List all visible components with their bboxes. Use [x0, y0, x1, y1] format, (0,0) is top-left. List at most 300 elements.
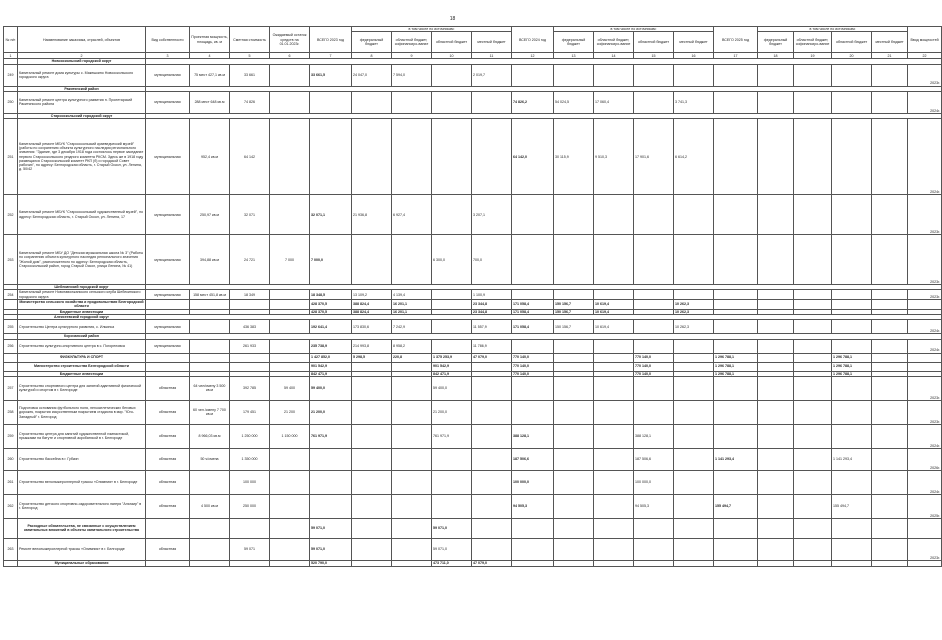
- amount-cell: [512, 538, 554, 560]
- amount-cell: [634, 518, 674, 538]
- table-row: [4, 538, 942, 560]
- amount-cell: [634, 64, 674, 86]
- amount-cell: [714, 339, 758, 353]
- amount-cell: [758, 300, 794, 310]
- amount-cell: 5 298,5: [352, 353, 392, 362]
- amount-cell: 1 100,9: [472, 290, 512, 300]
- object-name: Капитальный ремонт дома культуры с. Макешкино Новооскольского городского округа: [18, 64, 146, 86]
- amount-cell: [634, 195, 674, 235]
- src-regional: областной бюджет: [832, 32, 872, 53]
- column-number: 17: [714, 53, 758, 59]
- amount-cell: [758, 353, 794, 362]
- amount-cell: [472, 362, 512, 371]
- cell-empty: [230, 353, 270, 362]
- src-federal: федеральный бюджет: [554, 32, 594, 53]
- amount-cell: [432, 64, 472, 86]
- amount-cell: [352, 470, 392, 494]
- amount-cell: 4 139,4: [392, 290, 432, 300]
- amount-cell: 770 140,0: [634, 353, 674, 362]
- commission-year: 2024г.: [908, 91, 942, 113]
- amount-cell: [872, 470, 908, 494]
- amount-cell: [872, 538, 908, 560]
- object-name: Капитальный ремонт МБУК "Старооскольский художественный музей", по адресу: Белгородская область, г. Старый Оскол, ул. Ленина, 17: [18, 195, 146, 235]
- cell-empty: [908, 362, 942, 371]
- amount-cell: [352, 362, 392, 371]
- amount-cell: [432, 195, 472, 235]
- column-number: 12: [512, 53, 554, 59]
- amount-cell: 11 557,9: [472, 320, 512, 334]
- group-2023: в том числе по источникам:: [352, 27, 512, 32]
- column-number: 9: [392, 53, 432, 59]
- cell-empty: [270, 353, 310, 362]
- amount-cell: 10 262,3: [674, 300, 714, 310]
- row-number: 249: [4, 64, 18, 86]
- amount-cell: [794, 448, 832, 470]
- amount-cell: 17 060,4: [594, 91, 634, 113]
- amount-cell: [674, 235, 714, 285]
- col-total-2024: ВСЕГО 2024 год: [512, 27, 554, 53]
- amount-cell: [674, 400, 714, 424]
- src-federal: федеральный бюджет: [352, 32, 392, 53]
- amount-cell: [512, 400, 554, 424]
- amount-cell: 10 619,4: [594, 300, 634, 310]
- amount-cell: [554, 235, 594, 285]
- row-number: 262: [4, 494, 18, 518]
- estimated-cost: 33 661: [230, 64, 270, 86]
- amount-cell: [634, 91, 674, 113]
- subtotal-title: Бюджетные инвестиции: [18, 309, 146, 314]
- amount-cell: 1 296 788,1: [832, 362, 872, 371]
- amount-cell: 1 427 852,0: [310, 353, 352, 362]
- table-body: [4, 59, 942, 567]
- amount-cell: [432, 320, 472, 334]
- amount-cell: 59 071,0: [310, 518, 352, 538]
- amount-cell: [594, 424, 634, 448]
- amount-cell: [794, 290, 832, 300]
- column-number: 6: [270, 53, 310, 59]
- amount-cell: [758, 424, 794, 448]
- amount-cell: [794, 64, 832, 86]
- amount-cell: [714, 424, 758, 448]
- amount-cell: [872, 195, 908, 235]
- commission-year: 2024г.: [908, 119, 942, 195]
- object-name: Капитальный ремонт центра культурного развития п. Пролетарский Ракитянского района: [18, 91, 146, 113]
- amount-cell: 59 400,0: [310, 376, 352, 400]
- row-number: 261: [4, 470, 18, 494]
- amount-cell: [472, 91, 512, 113]
- src-regional-cofin: областной бюджет, софинансиро-вание: [794, 32, 832, 53]
- amount-cell: [512, 195, 554, 235]
- capacity: [190, 470, 230, 494]
- amount-cell: [794, 518, 832, 538]
- amount-cell: 1 141 293,4: [714, 448, 758, 470]
- column-number: 22: [908, 53, 942, 59]
- commission-year: 2024г.: [908, 339, 942, 353]
- amount-cell: [832, 376, 872, 400]
- amount-cell: [432, 339, 472, 353]
- investment-table: [3, 26, 942, 567]
- amount-cell: [432, 300, 472, 310]
- amount-cell: [714, 300, 758, 310]
- amount-cell: [872, 560, 908, 566]
- capacity: [190, 320, 230, 334]
- remainder: 21 200: [270, 400, 310, 424]
- object-name: Строительство бассейна в г. Губкин: [18, 448, 146, 470]
- amount-cell: [352, 91, 392, 113]
- amount-cell: [794, 91, 832, 113]
- amount-cell: [674, 362, 714, 371]
- amount-cell: [714, 91, 758, 113]
- amount-cell: [634, 538, 674, 560]
- remainder: [270, 538, 310, 560]
- table-row: [4, 448, 942, 470]
- amount-cell: [872, 290, 908, 300]
- object-name: Строительство велолыжероллерной трассы «Олимпия» в г. Белгороде: [18, 470, 146, 494]
- cell-empty: [908, 300, 942, 310]
- amount-cell: [794, 538, 832, 560]
- row-number: 259: [4, 424, 18, 448]
- section-title: Старооскольский городской округ: [18, 113, 146, 118]
- amount-cell: 520 790,0: [310, 560, 352, 566]
- amount-cell: [832, 119, 872, 195]
- amount-cell: 171 058,4: [512, 309, 554, 314]
- amount-cell: [758, 64, 794, 86]
- amount-cell: [594, 560, 634, 566]
- table-row: [4, 290, 942, 300]
- amount-cell: [674, 518, 714, 538]
- subtotal-title: Муниципальные образования: [18, 560, 146, 566]
- cell-empty: [190, 362, 230, 371]
- commission-year: 2023г.: [908, 64, 942, 86]
- amount-cell: 761 971,9: [432, 424, 472, 448]
- amount-cell: [392, 424, 432, 448]
- amount-cell: [594, 64, 634, 86]
- cell-empty: [146, 353, 190, 362]
- amount-cell: [594, 290, 634, 300]
- amount-cell: [758, 400, 794, 424]
- row-number: 250: [4, 91, 18, 113]
- amount-cell: [832, 470, 872, 494]
- subtotal-title: Министерство строительства Белгородской области: [18, 362, 146, 371]
- amount-cell: 901 542,9: [432, 362, 472, 371]
- col-cost: Сметная стоимость: [230, 27, 270, 53]
- table-header: [4, 27, 942, 59]
- remainder: 1 150 000: [270, 424, 310, 448]
- amount-cell: [594, 400, 634, 424]
- cell-empty: [4, 362, 18, 371]
- row-number: 253: [4, 235, 18, 285]
- amount-cell: [674, 424, 714, 448]
- amount-cell: 23 344,8: [472, 300, 512, 310]
- commission-year: 2023г.: [908, 376, 942, 400]
- amount-cell: 1 296 788,1: [714, 371, 758, 376]
- ownership: муниципальная: [146, 290, 190, 300]
- amount-cell: [714, 235, 758, 285]
- amount-cell: [512, 235, 554, 285]
- amount-cell: [472, 538, 512, 560]
- amount-cell: 30 115,9: [554, 119, 594, 195]
- subtotal-title: Расходные обязательства, не связанные с осуществлением капитальных вложений в объекты капитального строительства: [18, 518, 146, 538]
- commission-year: 2023г.: [908, 235, 942, 285]
- cell-empty: [270, 518, 310, 538]
- amount-cell: 187 506,6: [512, 448, 554, 470]
- cell-empty: [908, 353, 942, 362]
- object-name: Капитальный ремонт МБУ ДО "Детская музыкальная школа № 3" (Работы по сохранению объекта культурного наследия регионального значения "Жилой дом", расположенного по адресу: Белгородская область, Старооскольский район, город Старый Оскол, улица Ленина, № 41): [18, 235, 146, 285]
- amount-cell: 842 471,9: [432, 371, 472, 376]
- ownership: муниципальная: [146, 64, 190, 86]
- amount-cell: 32 071,1: [310, 195, 352, 235]
- group-2024: в том числе по источникам:: [554, 27, 714, 32]
- cell-empty: [270, 362, 310, 371]
- amount-cell: 388 824,4: [352, 300, 392, 310]
- amount-cell: 8 958,2: [392, 339, 432, 353]
- amount-cell: [352, 448, 392, 470]
- amount-cell: [554, 424, 594, 448]
- column-number: 16: [674, 53, 714, 59]
- estimated-cost: 74 826: [230, 91, 270, 113]
- column-number: 2: [18, 53, 146, 59]
- amount-cell: [674, 195, 714, 235]
- estimated-cost: 64 142: [230, 119, 270, 195]
- amount-cell: [872, 362, 908, 371]
- amount-cell: [714, 320, 758, 334]
- amount-cell: [310, 470, 352, 494]
- amount-cell: 770 140,0: [512, 371, 554, 376]
- amount-cell: 1 296 788,1: [714, 362, 758, 371]
- capacity: 288 мест 648 кв.м: [190, 91, 230, 113]
- amount-cell: 6 927,4: [392, 195, 432, 235]
- subtotal-row: [4, 362, 942, 371]
- amount-cell: [714, 470, 758, 494]
- amount-cell: 428 370,5: [310, 309, 352, 314]
- col-remainder: Ожидаемый остаток средств на 01.01.2023г.: [270, 27, 310, 53]
- table-row: [4, 235, 942, 285]
- amount-cell: [832, 300, 872, 310]
- amount-cell: 770 140,0: [512, 362, 554, 371]
- amount-cell: 7 242,9: [392, 320, 432, 334]
- remainder: [270, 339, 310, 353]
- amount-cell: 94 505,3: [512, 494, 554, 518]
- amount-cell: [634, 400, 674, 424]
- amount-cell: 171 058,4: [512, 320, 554, 334]
- column-number: 19: [794, 53, 832, 59]
- amount-cell: 7 000,0: [310, 235, 352, 285]
- amount-cell: [432, 470, 472, 494]
- amount-cell: [794, 362, 832, 371]
- amount-cell: 9 510,3: [594, 119, 634, 195]
- amount-cell: 10 619,4: [594, 309, 634, 314]
- amount-cell: 3 207,1: [472, 195, 512, 235]
- capacity: 158 мест 451,8 кв.м: [190, 290, 230, 300]
- amount-cell: [758, 560, 794, 566]
- amount-cell: [554, 400, 594, 424]
- col-owner: Вид собственности: [146, 27, 190, 53]
- amount-cell: 47 079,0: [472, 560, 512, 566]
- amount-cell: [512, 560, 554, 566]
- table-row: [4, 91, 942, 113]
- amount-cell: [832, 91, 872, 113]
- amount-cell: 10 262,3: [674, 309, 714, 314]
- amount-cell: 1 375 253,9: [432, 353, 472, 362]
- ownership: областная: [146, 376, 190, 400]
- amount-cell: [554, 494, 594, 518]
- column-number: 8: [352, 53, 392, 59]
- row-number: 255: [4, 320, 18, 334]
- subtotal-title: Министерство сельского хозяйства и продовольствия Белгородской области: [19, 300, 144, 309]
- amount-cell: 388 128,1: [512, 424, 554, 448]
- amount-cell: [872, 339, 908, 353]
- amount-cell: [794, 320, 832, 334]
- amount-cell: 47 079,0: [472, 353, 512, 362]
- cell-empty: [4, 518, 18, 538]
- object-name: Подготовка основания футбольного поля, легкоатлетических беговых дорожек, покрытия искусственным покрытием стадиона в мкр. "Юго-Западный" г. Белгород: [18, 400, 146, 424]
- amount-cell: [634, 339, 674, 353]
- column-number: 13: [554, 53, 594, 59]
- amount-cell: 59 071,0: [310, 538, 352, 560]
- ownership: областная: [146, 400, 190, 424]
- object-name: Капитальный ремонт Новотаволжанского сельского клуба Шебекинского городского округа: [18, 290, 146, 300]
- amount-cell: [832, 195, 872, 235]
- amount-cell: [758, 494, 794, 518]
- section-title: Алексеевский городской округ: [18, 314, 146, 319]
- column-number: 5: [230, 53, 270, 59]
- amount-cell: [352, 400, 392, 424]
- cell-empty: [230, 560, 270, 566]
- amount-cell: 770 140,0: [634, 371, 674, 376]
- amount-cell: [310, 448, 352, 470]
- remainder: 59 400: [270, 376, 310, 400]
- column-number: 21: [872, 53, 908, 59]
- cell-empty: [908, 560, 942, 566]
- amount-cell: [472, 119, 512, 195]
- amount-cell: [472, 518, 512, 538]
- amount-cell: [714, 195, 758, 235]
- amount-cell: [832, 424, 872, 448]
- estimated-cost: 179 451: [230, 400, 270, 424]
- amount-cell: [432, 91, 472, 113]
- capacity: 250,97 кв.м: [190, 195, 230, 235]
- commission-year: 2023г.: [908, 400, 942, 424]
- cell-empty: [230, 300, 270, 310]
- amount-cell: [432, 119, 472, 195]
- amount-cell: 770 140,0: [634, 362, 674, 371]
- commission-year: 2024г.: [908, 470, 942, 494]
- ownership: муниципальная: [146, 119, 190, 195]
- amount-cell: 6 300,0: [432, 235, 472, 285]
- amount-cell: 901 542,9: [310, 362, 352, 371]
- amount-cell: [674, 64, 714, 86]
- src-regional-cofin: областной бюджет, софинансиро-вание: [594, 32, 634, 53]
- amount-cell: [674, 448, 714, 470]
- commission-year: 2024г.: [908, 320, 942, 334]
- amount-cell: [758, 376, 794, 400]
- ownership: областная: [146, 538, 190, 560]
- amount-cell: 214 993,8: [352, 339, 392, 353]
- cell-empty: [190, 353, 230, 362]
- amount-cell: 1 141 293,4: [832, 448, 872, 470]
- cell-empty: [908, 518, 942, 538]
- column-number: 1: [4, 53, 18, 59]
- amount-cell: 24 047,0: [352, 64, 392, 86]
- cell-empty: [4, 560, 18, 566]
- amount-cell: [392, 400, 432, 424]
- amount-cell: [872, 119, 908, 195]
- amount-cell: [758, 362, 794, 371]
- column-number: 3: [146, 53, 190, 59]
- amount-cell: [634, 235, 674, 285]
- amount-cell: [392, 91, 432, 113]
- subtotal-title: ФИЗКУЛЬТУРА И СПОРТ: [18, 353, 146, 362]
- amount-cell: 94 505,3: [634, 494, 674, 518]
- estimated-cost: 24 721: [230, 235, 270, 285]
- remainder: [270, 448, 310, 470]
- remainder: [270, 290, 310, 300]
- column-number: 4: [190, 53, 230, 59]
- capacity: 75 мест 427,1 кв.м: [190, 64, 230, 86]
- object-name: Ремонт велолыжероллерной трассы «Олимпия» в г. Белгороде: [18, 538, 146, 560]
- amount-cell: [594, 470, 634, 494]
- amount-cell: [512, 376, 554, 400]
- amount-cell: [794, 400, 832, 424]
- ownership: муниципальная: [146, 320, 190, 334]
- amount-cell: [472, 424, 512, 448]
- section-title: Шебекинский городской округ: [18, 285, 146, 290]
- row-number: 254: [4, 290, 18, 300]
- amount-cell: [832, 400, 872, 424]
- src-regional: областной бюджет: [634, 32, 674, 53]
- row-number: 258: [4, 400, 18, 424]
- amount-cell: 171 058,4: [512, 300, 554, 310]
- amount-cell: 59 071,0: [432, 538, 472, 560]
- remainder: [270, 470, 310, 494]
- amount-cell: [872, 400, 908, 424]
- amount-cell: [594, 538, 634, 560]
- amount-cell: [392, 518, 432, 538]
- amount-cell: [714, 64, 758, 86]
- amount-cell: [794, 494, 832, 518]
- amount-cell: [512, 290, 554, 300]
- amount-cell: [352, 518, 392, 538]
- amount-cell: [594, 494, 634, 518]
- ownership: муниципальная: [146, 339, 190, 353]
- remainder: [270, 320, 310, 334]
- amount-cell: [758, 470, 794, 494]
- amount-cell: [554, 518, 594, 538]
- amount-cell: [714, 560, 758, 566]
- amount-cell: [554, 448, 594, 470]
- amount-cell: [674, 353, 714, 362]
- row-number: 263: [4, 538, 18, 560]
- subtotal-title: Бюджетные инвестиции: [18, 371, 146, 376]
- cell-empty: [4, 300, 18, 310]
- amount-cell: 173 830,6: [352, 320, 392, 334]
- ownership: областная: [146, 470, 190, 494]
- amount-cell: 59 071,0: [432, 518, 472, 538]
- amount-cell: [554, 538, 594, 560]
- amount-cell: [794, 376, 832, 400]
- amount-cell: [872, 448, 908, 470]
- capacity: 64 чел/смену 3 500 кв.м: [190, 376, 230, 400]
- amount-cell: [794, 339, 832, 353]
- section-title: Корочанский район: [18, 334, 146, 339]
- amount-cell: [392, 235, 432, 285]
- amount-cell: [794, 195, 832, 235]
- subtotal-row: [4, 518, 942, 538]
- table-row: [4, 64, 942, 86]
- amount-cell: 100 000,0: [634, 470, 674, 494]
- amount-cell: [554, 339, 594, 353]
- amount-cell: [758, 320, 794, 334]
